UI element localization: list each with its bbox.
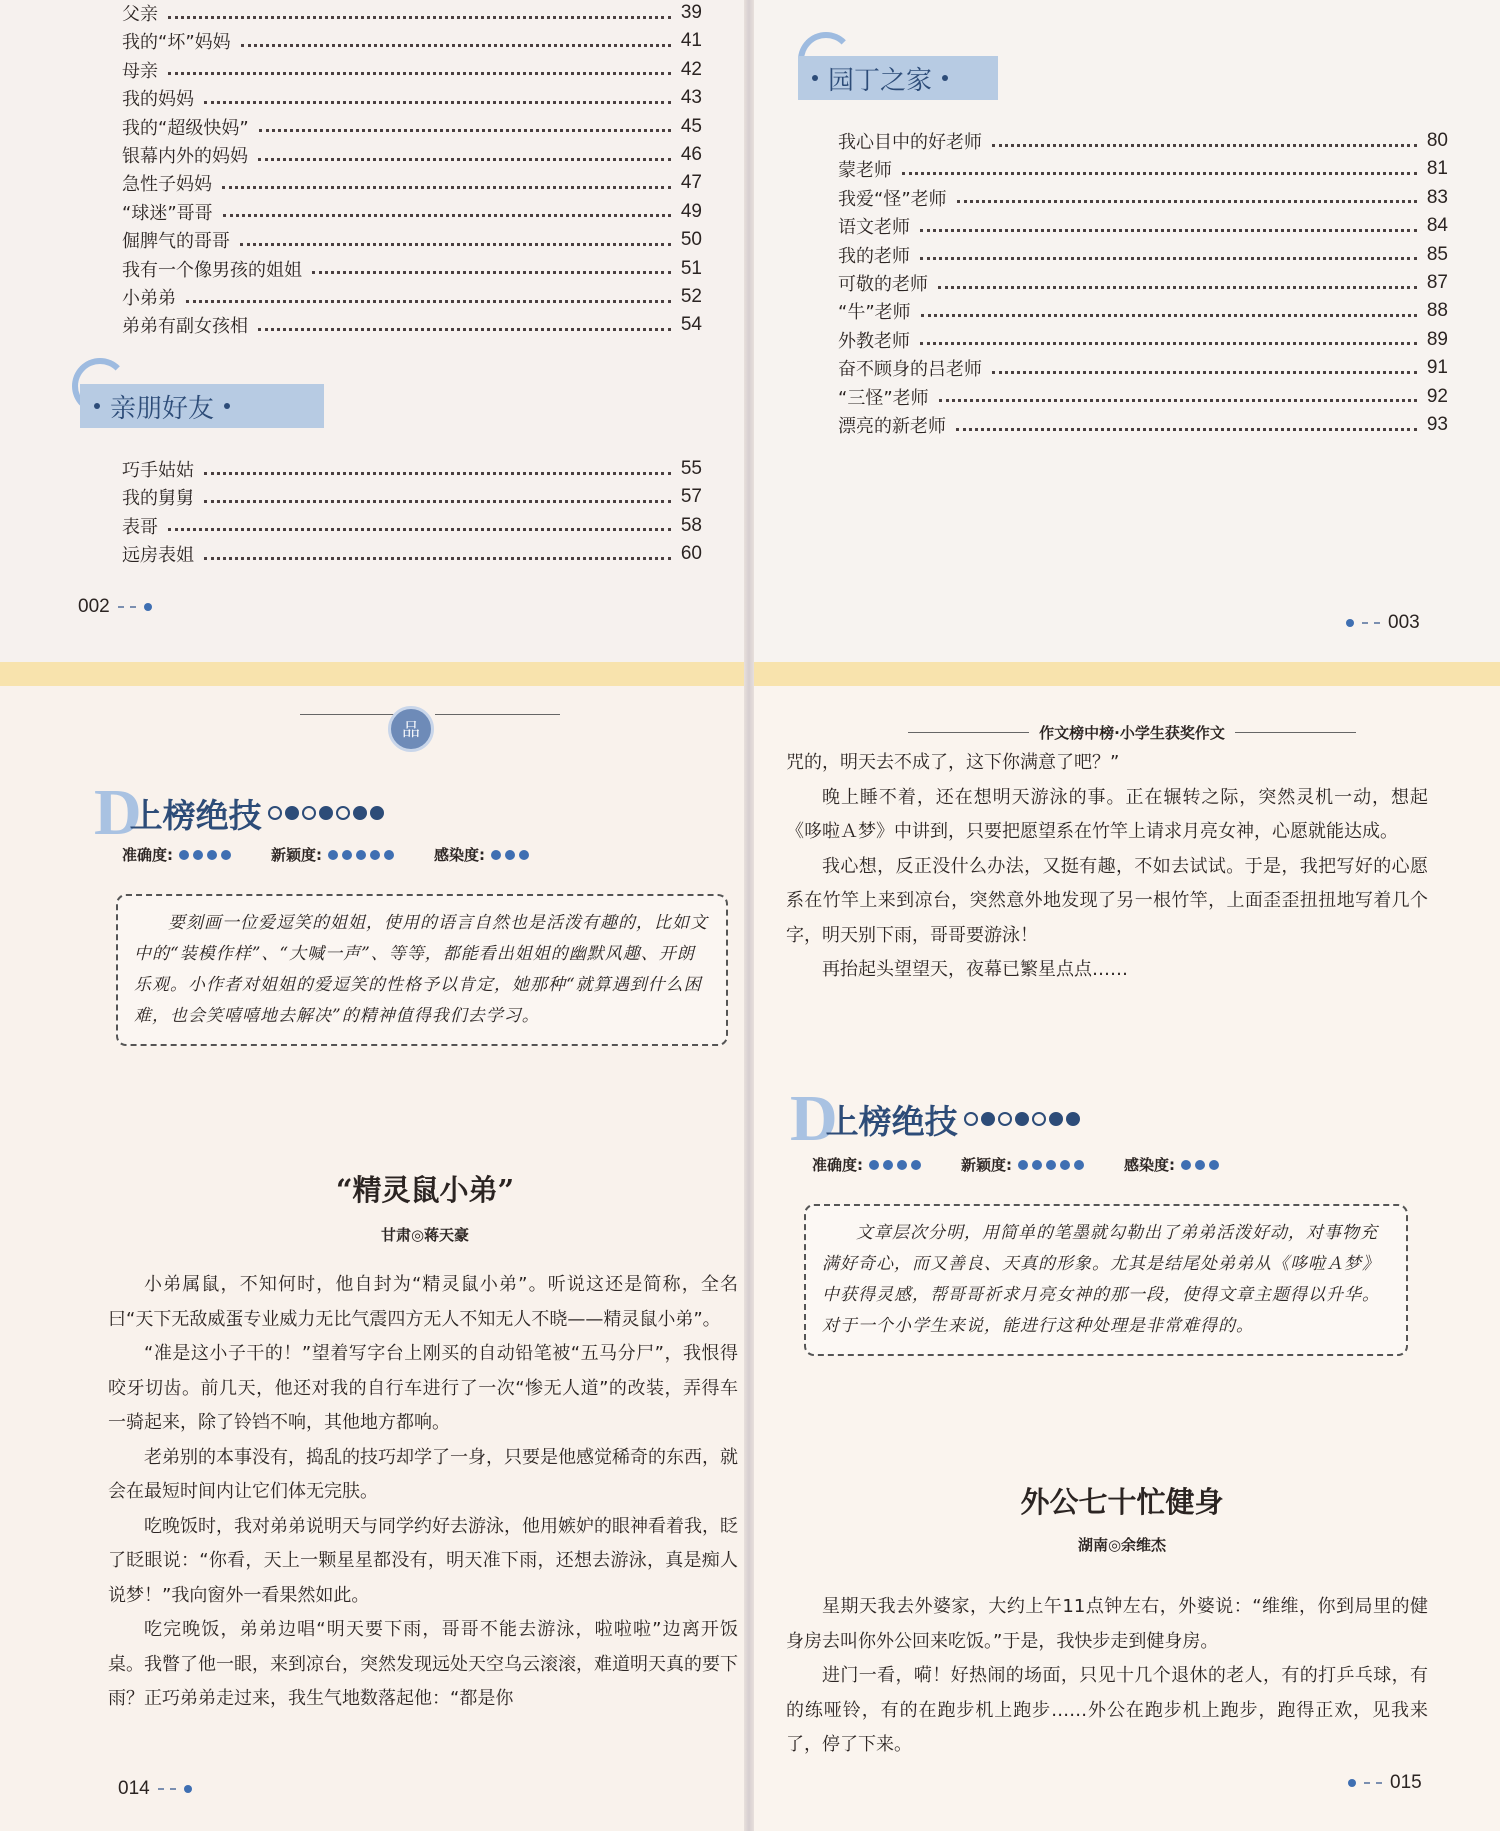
toc-entry: [122, 114, 702, 140]
toc-entry: [122, 170, 702, 196]
running-head-text: 作文榜中榜·小学生获奖作文: [1039, 724, 1225, 742]
leader-dots: [956, 428, 1417, 431]
toc-entry: [122, 28, 702, 54]
paragraph: 吃完晚饭，弟弟边唱“明天要下雨，哥哥不能去游泳，啦啦啦”边离开饭桌。我瞥了他一眼，来到凉台，突然发现远处天空乌云滚滚，难道明天真的要下雨？正巧弟弟走过来，我生气地数落起他：“都是你: [108, 1619, 738, 1709]
article-body-continued: [786, 746, 1428, 988]
toc-entry: [122, 142, 702, 168]
toc-entry: [122, 513, 702, 539]
toc-entry-title: 我爱“怪”老师: [838, 188, 947, 210]
leader-dots: [992, 371, 1417, 374]
article-page-014: [0, 686, 746, 1831]
toc-entry: [838, 156, 1448, 182]
paragraph: 我心想，反正没什么办法，又挺有趣，不如去试试。于是，我把写好的心愿系在竹竿上来到凉台，突然意外地发现了另一根竹竿，上面歪歪扭扭地写着几个字，明天别下雨，哥哥要游泳！: [786, 855, 1428, 946]
rating-label: 准确度:: [122, 846, 173, 864]
toc-entry-title: 我的“超级快妈”: [122, 117, 249, 139]
toc-entry-page: 45: [680, 115, 702, 137]
toc-entry-page: 91: [1426, 357, 1448, 379]
leader-dots: [920, 342, 1417, 345]
leader-dots: [312, 271, 671, 274]
comment-box: [804, 1204, 1408, 1356]
toc-entry-title: 我心目中的好老师: [838, 132, 982, 153]
toc-entry-page: 80: [1426, 130, 1448, 151]
toc-entry-title: 银幕内外的妈妈: [122, 146, 248, 167]
toc-entry-page: 81: [1426, 158, 1448, 180]
toc-entry: [838, 327, 1448, 353]
rating-label: 感染度:: [1124, 1156, 1175, 1174]
toc-entry-page: 54: [680, 314, 702, 336]
toc-entry-title: 急性子妈妈: [122, 174, 212, 196]
rating-dots-icon: [1181, 1160, 1219, 1170]
rating-dots-icon: [179, 850, 231, 860]
award-heading: [94, 776, 384, 849]
leader-dots: [957, 200, 1417, 203]
toc-entry-title: 父亲: [122, 4, 158, 25]
section-banner-relatives: [80, 384, 324, 428]
toc-entry: [838, 213, 1448, 239]
toc-entry-page: 50: [680, 229, 702, 251]
paragraph: 再抬起头望望天，夜幕已繁星点点……: [822, 959, 1128, 980]
paragraph: 星期天我去外婆家，大约上午11点钟左右，外婆说：“维维，你到局里的健身房去叫你外公回来吃饭。”于是，我快步走到健身房。: [786, 1596, 1428, 1652]
leader-dots: [204, 472, 671, 475]
folio-003: [1346, 612, 1420, 634]
toc-entry-title: 小弟弟: [122, 288, 176, 309]
article-body: [786, 1590, 1428, 1763]
leader-dots: [920, 229, 1417, 232]
toc-page-003: [752, 0, 1500, 662]
article-body: [108, 1268, 738, 1717]
page-number: 002: [78, 596, 110, 617]
leader-dots: [222, 186, 671, 189]
paragraph: “准是这小子干的！”望着写字台上刚买的自动铅笔被“五马分尸”，我恨得咬牙切齿。前几天，他还对我的自行车进行了一次“惨无人道”的改装，弄得车一骑起来，除了铃铛不响，其他地方都响。: [108, 1343, 738, 1433]
toc-entry-page: 55: [680, 458, 702, 479]
folio-014: [118, 1778, 192, 1800]
rating-label: 感染度:: [434, 846, 485, 864]
toc-entry: [122, 57, 702, 83]
toc-entry-title: 弟弟有副女孩相: [122, 316, 248, 338]
toc-entry-title: 蒙老师: [838, 160, 892, 182]
rating: [1124, 1154, 1219, 1175]
toc-entry-title: “三怪”老师: [838, 387, 929, 409]
paragraph: 咒的，明天去不成了，这下你满意了吧？”: [786, 752, 1120, 773]
article-title: 外公七十忙健身: [1020, 1485, 1224, 1519]
toc-entry-page: 83: [1426, 186, 1448, 208]
toc-entry: [838, 242, 1448, 268]
page-number: 014: [118, 1778, 150, 1799]
book-gutter: [744, 0, 754, 1831]
comment-text: 要刻画一位爱逗笑的姐姐，使用的语言自然也是活泼有趣的，比如文中的“装模作样”、“大喊一声”、等等，都能看出姐姐的幽默风趣、开朗乐观。小作者对姐姐的爱逗笑的性格予以肯定，她那种“就算遇到什么困难，也会笑嘻嘻地去解决”的精神值得我们去学习。: [134, 913, 708, 1026]
comment-box: [116, 894, 728, 1046]
decorative-d-icon: D: [790, 1082, 838, 1155]
leader-dots: [921, 314, 1417, 317]
toc-entry-title: 我有一个像男孩的姐姐: [122, 259, 302, 281]
page-number: 003: [1388, 612, 1420, 633]
toc-entry: [838, 270, 1448, 296]
page-number: 015: [1390, 1772, 1422, 1793]
toc-entry-page: 57: [680, 486, 702, 508]
leader-dots: [186, 300, 671, 303]
toc-entry-page: 58: [680, 514, 702, 536]
toc-entry: [838, 412, 1448, 438]
comment-text: 文章层次分明，用简单的笔墨就勾勒出了弟弟活泼好动，对事物充满好奇心，而又善良、天真的形象。尤其是结尾处弟弟从《哆啦Ａ梦》中获得灵感，帮哥哥祈求月亮女神的那一段，使得文章主题得以升华。对于一个小学生来说，能进行这种处理是非常难得的。: [822, 1223, 1380, 1336]
leader-dots: [259, 129, 671, 132]
toc-entry-title: 漂亮的新老师: [838, 416, 946, 437]
toc-entry: [838, 185, 1448, 211]
rating: [434, 844, 529, 865]
toc-entry-page: 87: [1426, 272, 1448, 293]
leader-dots: [992, 144, 1417, 147]
paragraph: 吃晚饭时，我对弟弟说明天与同学约好去游泳，他用嫉妒的眼神看着我，眨了眨眼说：“你看，天上一颗星星都没有，明天准下雨，还想去游泳，真是痴人说梦！”我向窗外一看果然如此。: [108, 1515, 738, 1606]
toc-entry-page: 93: [1426, 414, 1448, 435]
toc-entry-page: 51: [680, 257, 702, 279]
rating-label: 准确度:: [812, 1156, 863, 1174]
running-head-rule: [300, 714, 560, 715]
toc-entry-title: “球迷”哥哥: [122, 202, 213, 224]
toc-page-002: [0, 0, 746, 662]
toc-entry: [838, 355, 1448, 381]
article-page-015: [752, 686, 1500, 1831]
toc-entry-page: 43: [680, 87, 702, 109]
leader-dots: [240, 243, 671, 246]
toc-entry-title: 远房表姐: [122, 545, 194, 567]
toc-entry-page: 89: [1426, 328, 1448, 350]
toc-entry-page: 42: [680, 58, 702, 80]
toc-entry: [122, 199, 702, 225]
rating-label: 新颖度:: [271, 846, 322, 864]
toc-entry: [122, 85, 702, 111]
article-byline: 湖南◎余维杰: [1077, 1536, 1167, 1554]
toc-entry-title: 我的老师: [838, 245, 910, 267]
toc-entry-page: 41: [680, 30, 702, 52]
toc-entry: [838, 384, 1448, 410]
toc-entry: [122, 484, 702, 510]
toc-entry-page: 92: [1426, 385, 1448, 407]
article-title: “精灵鼠小弟”: [335, 1173, 515, 1207]
toc-entry-title: 我的“坏”妈妈: [122, 32, 231, 54]
decorative-d-icon: D: [94, 776, 142, 849]
leader-dots: [258, 158, 671, 161]
leader-dots: [168, 72, 671, 75]
rating: [961, 1154, 1084, 1175]
leader-dots: [223, 214, 671, 217]
rating: [271, 844, 394, 865]
toc-entry-page: 52: [680, 286, 702, 307]
folio-002: [78, 596, 152, 618]
toc-entry: [122, 256, 702, 282]
leader-dots: [938, 286, 1417, 289]
leader-dots: [902, 172, 1417, 175]
leader-dots: [939, 399, 1417, 402]
award-heading: [790, 1082, 1080, 1155]
paragraph: 晚上睡不着，还在想明天游泳的事。正在辗转之际，突然灵机一动，想起《哆啦Ａ梦》中讲到，只要把愿望系在竹竿上请求月亮女神，心愿就能达成。: [786, 786, 1428, 842]
section-banner-teachers: [798, 56, 998, 100]
toc-entry-title: 奋不顾身的吕老师: [838, 359, 982, 381]
toc-entry: [122, 456, 702, 482]
toc-entry-title: 巧手姑姑: [122, 460, 194, 481]
award-label: 上榜绝技: [825, 1101, 958, 1141]
toc-entry-page: 84: [1426, 215, 1448, 237]
bubbles-icon: [964, 1112, 1080, 1126]
paragraph: 老弟别的本事没有，捣乱的技巧却学了一身，只要是他感觉稀奇的东西，就会在最短时间内让它们体无完肤。: [108, 1446, 738, 1502]
toc-entry: [838, 298, 1448, 324]
section-title: 园丁之家: [828, 65, 933, 96]
toc-entry-page: 60: [680, 543, 702, 565]
toc-entry-title: 倔脾气的哥哥: [122, 231, 230, 253]
folio-015: [1348, 1772, 1422, 1794]
paragraph: 进门一看，嗬！好热闹的场面，只见十几个退休的老人，有的打乒乓球，有的练哑铃，有的在跑步机上跑步……外公在跑步机上跑步，跑得正欢，见我来了，停了下来。: [786, 1665, 1428, 1755]
rating-dots-icon: [491, 850, 529, 860]
toc-entry-title: “牛”老师: [838, 302, 911, 324]
toc-entry: [122, 284, 702, 310]
rating: [812, 1154, 921, 1175]
leader-dots: [204, 500, 671, 503]
leader-dots: [168, 528, 671, 531]
rating: [122, 844, 231, 865]
toc-entry-title: 可敬的老师: [838, 274, 928, 295]
toc-entry: [838, 128, 1448, 154]
award-label: 上榜绝技: [129, 795, 262, 835]
toc-entry-page: 88: [1426, 300, 1448, 322]
rating-label: 新颖度:: [961, 1156, 1012, 1174]
toc-entry: [122, 0, 702, 26]
toc-entry-page: 47: [680, 172, 702, 194]
folio-bullet-icon: [184, 1785, 192, 1793]
leader-dots: [258, 328, 671, 331]
toc-entry-title: 外教老师: [838, 330, 910, 352]
toc-entry-title: 母亲: [122, 60, 158, 82]
rating-dots-icon: [1018, 1160, 1084, 1170]
running-head: [908, 722, 1356, 743]
toc-entry-title: 语文老师: [838, 217, 910, 239]
toc-entry-title: 我的妈妈: [122, 89, 194, 111]
leader-dots: [204, 101, 671, 104]
section-title: 亲朋好友: [110, 393, 215, 424]
leader-dots: [920, 257, 1417, 260]
toc-entry: [122, 227, 702, 253]
toc-entry-page: 85: [1426, 243, 1448, 265]
leader-dots: [168, 16, 671, 19]
folio-bullet-icon: [1348, 1779, 1356, 1787]
toc-entry-page: 39: [680, 2, 702, 23]
toc-entry: [122, 312, 702, 338]
rating-dots-icon: [869, 1160, 921, 1170]
rating-dots-icon: [328, 850, 394, 860]
folio-bullet-icon: [144, 603, 152, 611]
toc-entry-title: 表哥: [122, 516, 158, 538]
leader-dots: [241, 44, 671, 47]
ratings-row: [812, 1154, 1219, 1175]
toc-entry-page: 46: [680, 144, 702, 165]
bubbles-icon: [268, 806, 384, 820]
ratings-row: [122, 844, 529, 865]
article-byline: 甘肃◎蒋天豪: [380, 1226, 470, 1244]
toc-entry-page: 49: [680, 200, 702, 222]
toc-entry: [122, 541, 702, 567]
paragraph: 小弟属鼠，不知何时，他自封为“精灵鼠小弟”。听说这还是简称，全名曰“天下无敌威蛋专业威力无比气震四方无人不知无人不晓——精灵鼠小弟”。: [108, 1274, 738, 1330]
folio-bullet-icon: [1346, 619, 1354, 627]
leader-dots: [204, 557, 671, 560]
badge-icon: 品: [388, 706, 434, 752]
toc-entry-title: 我的舅舅: [122, 488, 194, 510]
